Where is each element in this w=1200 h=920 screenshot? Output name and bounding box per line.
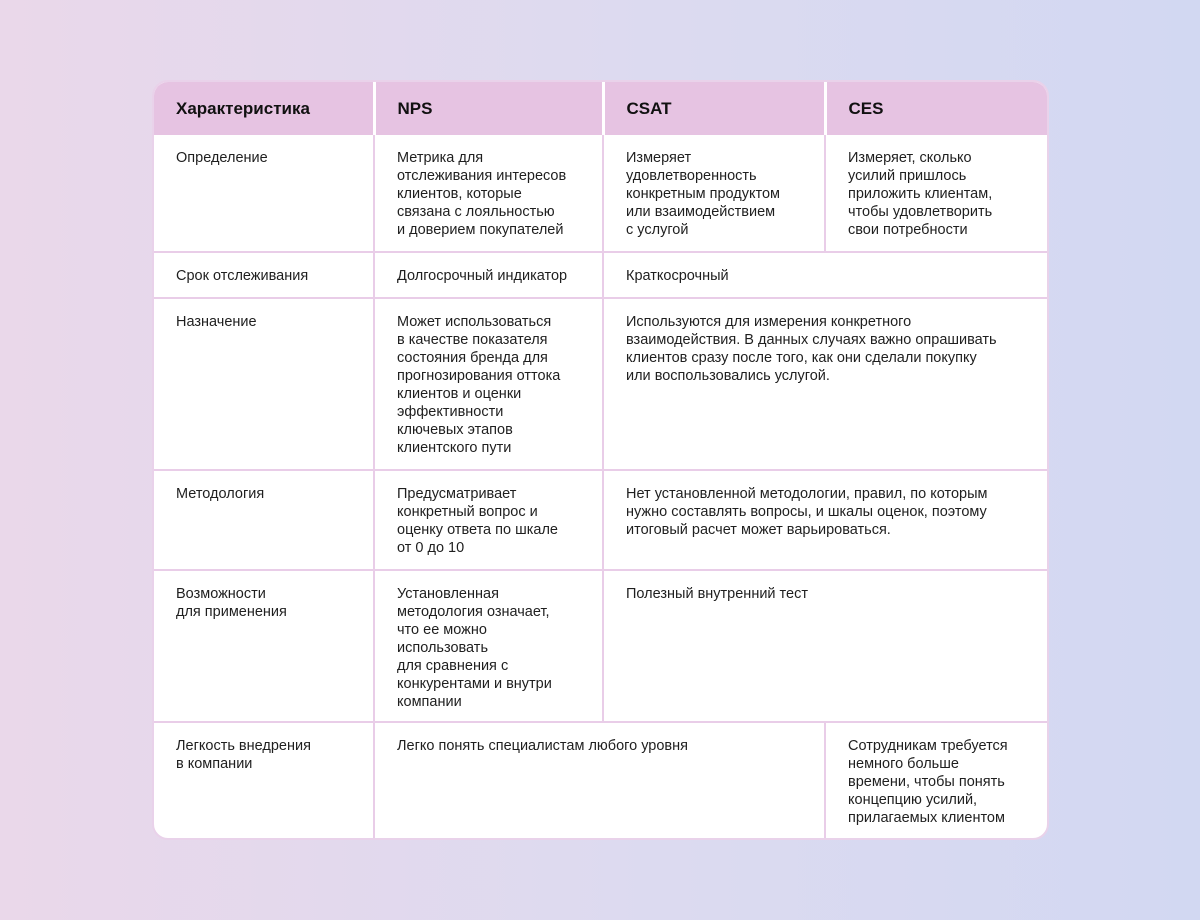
header-nps: NPS: [374, 82, 603, 135]
cell-nps-csat-ease-of-adoption: Легко понять специалистам любого уровня: [374, 722, 825, 840]
table-row-purpose: [154, 298, 1047, 470]
cell-ces-ease-of-adoption: Сотрудникам требуется немного больше времени, чтобы понять концепцию усилий, прилагаемых клиентом: [825, 722, 1047, 840]
header-characteristic: Характеристика: [154, 82, 374, 135]
comparison-card: [152, 80, 1049, 840]
row-label-ease-of-adoption: Легкость внедрения в компании: [154, 722, 374, 840]
row-label-methodology: Методология: [154, 470, 374, 570]
cell-csat-ces-methodology: Нет установленной методологии, правил, по которым нужно составлять вопросы, и шкалы оценок, поэтому итоговый расчет может варьироваться.: [603, 470, 1047, 570]
row-label-tracking-period: Срок отслеживания: [154, 252, 374, 298]
cell-csat-ces-purpose: Используются для измерения конкретного взаимодействия. В данных случаях важно опрашивать клиентов сразу после того, как они сделали покупку или воспользовались услугой.: [603, 298, 1047, 470]
metrics-comparison-table: [154, 82, 1047, 840]
cell-ces-definition: Измеряет, сколько усилий пришлось приложить клиентам, чтобы удовлетворить свои потребности: [825, 135, 1047, 252]
cell-csat-ces-applications: Полезный внутренний тест: [603, 570, 1047, 722]
header-ces: CES: [825, 82, 1047, 135]
table-row-ease-of-adoption: [154, 722, 1047, 840]
cell-nps-purpose: Может использоваться в качестве показателя состояния бренда для прогнозирования оттока клиентов и оценки эффективности ключевых этапов клиентского пути: [374, 298, 603, 470]
table-row-applications: [154, 570, 1047, 722]
header-csat: CSAT: [603, 82, 825, 135]
cell-nps-methodology: Предусматривает конкретный вопрос и оценку ответа по шкале от 0 до 10: [374, 470, 603, 570]
cell-nps-definition: Метрика для отслеживания интересов клиентов, которые связана с лояльностью и доверием покупателей: [374, 135, 603, 252]
cell-csat-definition: Измеряет удовлетворенность конкретным продуктом или взаимодействием с услугой: [603, 135, 825, 252]
table-row-tracking-period: [154, 252, 1047, 298]
row-label-purpose: Назначение: [154, 298, 374, 470]
row-label-definition: Определение: [176, 150, 268, 166]
table-row-definition: [154, 135, 1047, 252]
table-header-row: [154, 82, 1047, 135]
table-row-methodology: [154, 470, 1047, 570]
cell-csat-ces-tracking-period: Краткосрочный: [603, 252, 1047, 298]
cell-nps-tracking-period: Долгосрочный индикатор: [374, 252, 603, 298]
row-label-applications: Возможности для применения: [154, 570, 374, 722]
cell-nps-applications: Установленная методология означает, что ее можно использовать для сравнения с конкурентами и внутри компании: [374, 570, 603, 722]
